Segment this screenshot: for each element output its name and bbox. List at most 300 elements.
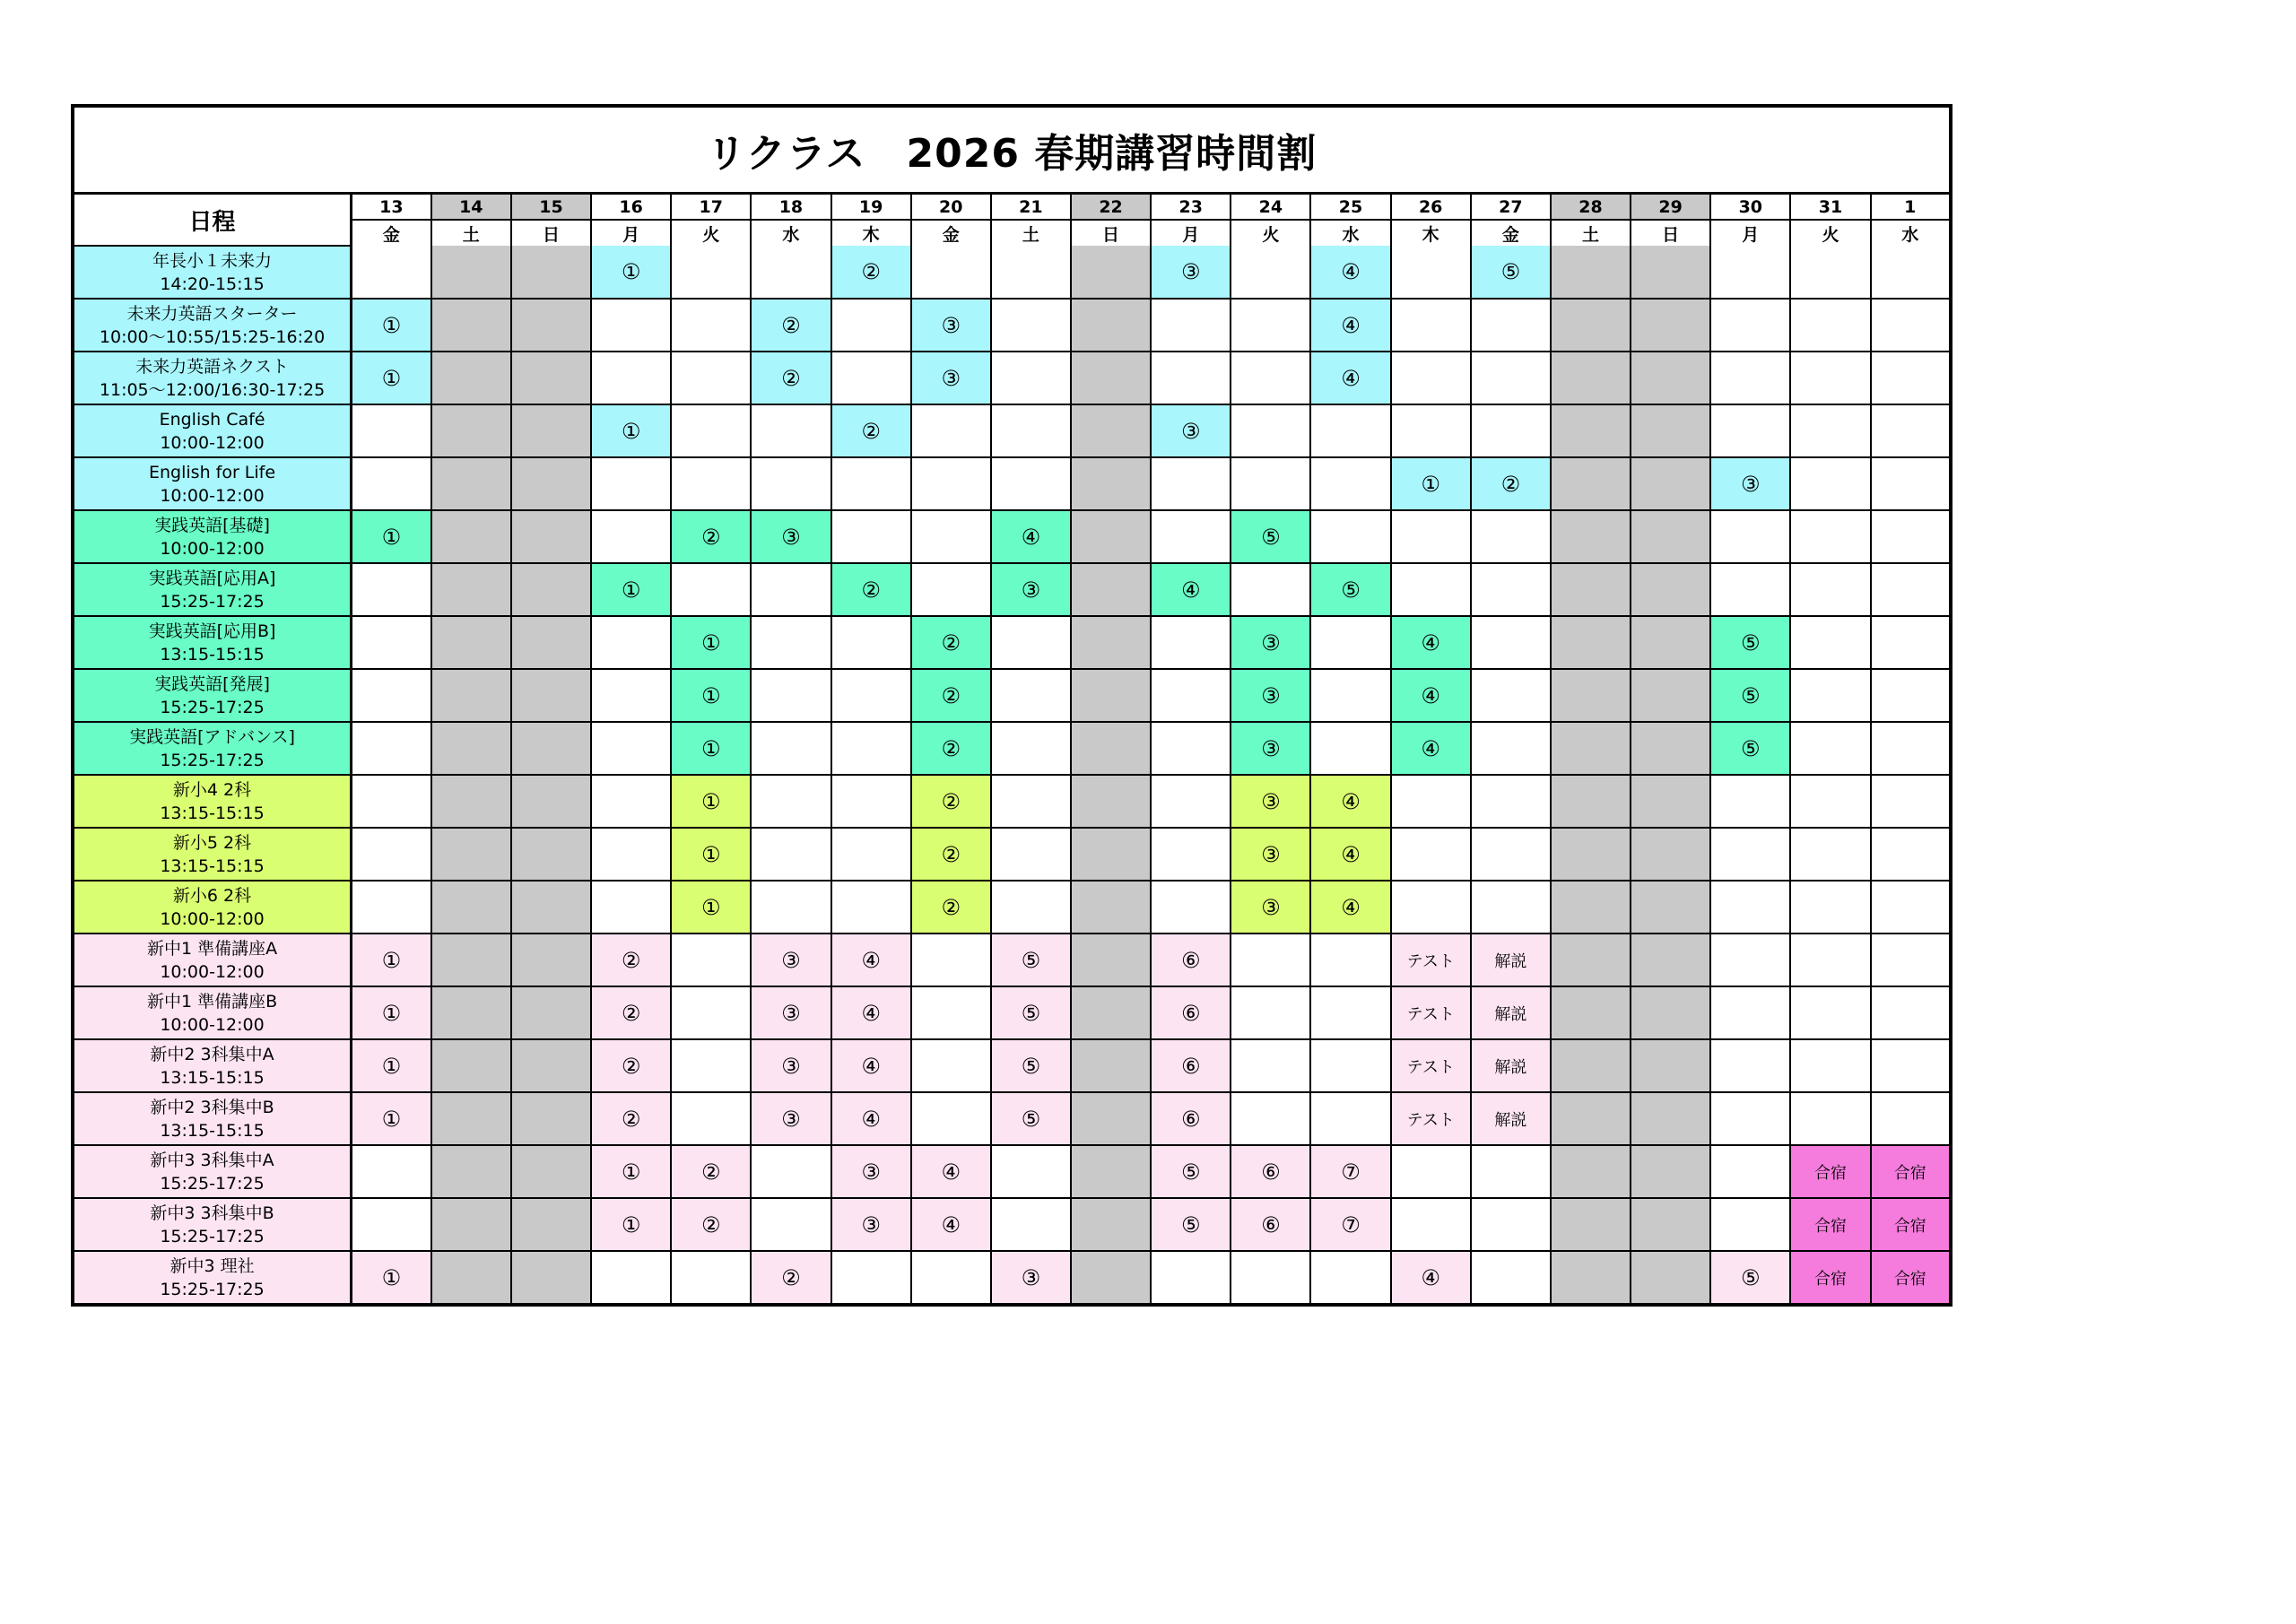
- session-cell: ④: [831, 986, 911, 1039]
- table-row: [74, 510, 1949, 563]
- empty-cell: [1391, 828, 1471, 881]
- empty-cell: [911, 986, 991, 1039]
- empty-cell: [1071, 246, 1151, 299]
- empty-cell: [1871, 563, 1949, 616]
- date-header: 31: [1790, 195, 1870, 220]
- session-cell: ①: [591, 1198, 671, 1251]
- course-label: [74, 299, 352, 352]
- empty-cell: [1710, 1145, 1790, 1198]
- empty-cell: [352, 669, 431, 722]
- session-cell: ②: [751, 299, 831, 352]
- session-cell: ③: [991, 563, 1071, 616]
- weekday-header: 火: [671, 220, 751, 246]
- course-name: 新中3 3科集中A: [150, 1150, 274, 1170]
- session-cell: ①: [591, 563, 671, 616]
- empty-cell: [1790, 828, 1870, 881]
- empty-cell: [1631, 352, 1710, 404]
- empty-cell: [1310, 457, 1390, 510]
- empty-cell: [911, 1251, 991, 1303]
- empty-cell: [1551, 457, 1631, 510]
- empty-cell: [1551, 775, 1631, 828]
- course-time: 13:15-15:15: [160, 644, 265, 664]
- weekday-header: 火: [1231, 220, 1310, 246]
- empty-cell: [1551, 669, 1631, 722]
- course-time: 15:25-17:25: [160, 1173, 265, 1194]
- empty-cell: [671, 352, 751, 404]
- session-cell: ①: [1391, 457, 1471, 510]
- empty-cell: [431, 1145, 511, 1198]
- empty-cell: [991, 775, 1071, 828]
- empty-cell: [911, 404, 991, 457]
- empty-cell: [1551, 1198, 1631, 1251]
- empty-cell: [671, 1039, 751, 1092]
- empty-cell: [1231, 934, 1310, 986]
- empty-cell: [1631, 1251, 1710, 1303]
- session-cell: ②: [911, 722, 991, 775]
- session-cell: ⑦: [1310, 1145, 1390, 1198]
- empty-cell: [1551, 1039, 1631, 1092]
- empty-cell: [511, 299, 591, 352]
- empty-cell: [1231, 457, 1310, 510]
- empty-cell: [1790, 246, 1870, 299]
- table-row: [74, 828, 1949, 881]
- session-cell: テスト: [1391, 1092, 1471, 1145]
- empty-cell: [1790, 616, 1870, 669]
- weekday-header: 土: [991, 220, 1071, 246]
- session-cell: ③: [1231, 616, 1310, 669]
- course-time: 15:25-17:25: [160, 591, 265, 612]
- empty-cell: [1871, 722, 1949, 775]
- empty-cell: [1471, 352, 1551, 404]
- empty-cell: [1151, 669, 1231, 722]
- course-name: 新中2 3科集中A: [150, 1044, 274, 1064]
- empty-cell: [431, 563, 511, 616]
- empty-cell: [1071, 1092, 1151, 1145]
- table-row: [74, 246, 1949, 299]
- course-name: 新中3 理社: [170, 1255, 255, 1276]
- empty-cell: [751, 457, 831, 510]
- session-cell: ④: [1310, 352, 1390, 404]
- session-cell: ①: [671, 775, 751, 828]
- course-label: [74, 404, 352, 457]
- course-name: 実践英語[発展]: [154, 673, 270, 694]
- empty-cell: [1391, 352, 1471, 404]
- empty-cell: [1631, 1198, 1710, 1251]
- session-cell: ③: [751, 510, 831, 563]
- empty-cell: [751, 404, 831, 457]
- session-cell: ①: [671, 881, 751, 934]
- empty-cell: [1471, 616, 1551, 669]
- empty-cell: [1631, 299, 1710, 352]
- session-cell: ①: [352, 1039, 431, 1092]
- empty-cell: [1391, 563, 1471, 616]
- empty-cell: [511, 510, 591, 563]
- empty-cell: [1071, 828, 1151, 881]
- empty-cell: [1151, 510, 1231, 563]
- session-cell: ⑤: [991, 934, 1071, 986]
- empty-cell: [591, 722, 671, 775]
- session-cell: ①: [671, 828, 751, 881]
- session-cell: ①: [591, 246, 671, 299]
- empty-cell: [1871, 404, 1949, 457]
- weekday-header: 火: [1790, 220, 1870, 246]
- empty-cell: [991, 828, 1071, 881]
- empty-cell: [1871, 775, 1949, 828]
- empty-cell: [431, 722, 511, 775]
- course-time: 13:15-15:15: [160, 1120, 265, 1141]
- empty-cell: [511, 1039, 591, 1092]
- empty-cell: [1871, 299, 1949, 352]
- session-cell: テスト: [1391, 1039, 1471, 1092]
- empty-cell: [671, 457, 751, 510]
- weekday-header: 土: [431, 220, 511, 246]
- empty-cell: [431, 1251, 511, 1303]
- empty-cell: [1071, 881, 1151, 934]
- empty-cell: [1231, 563, 1310, 616]
- session-cell: ④: [1391, 722, 1471, 775]
- weekday-header: 木: [831, 220, 911, 246]
- session-cell: ②: [911, 828, 991, 881]
- empty-cell: [1471, 404, 1551, 457]
- session-cell: ①: [352, 1092, 431, 1145]
- session-cell: ④: [911, 1145, 991, 1198]
- session-cell: 合宿: [1790, 1251, 1870, 1303]
- empty-cell: [1710, 299, 1790, 352]
- empty-cell: [1471, 1198, 1551, 1251]
- empty-cell: [1071, 775, 1151, 828]
- empty-cell: [1071, 722, 1151, 775]
- empty-cell: [511, 669, 591, 722]
- weekday-header: 水: [1310, 220, 1390, 246]
- empty-cell: [1391, 246, 1471, 299]
- session-cell: ①: [671, 669, 751, 722]
- empty-cell: [911, 934, 991, 986]
- session-cell: ④: [1310, 246, 1390, 299]
- empty-cell: [511, 1145, 591, 1198]
- course-name: English for Life: [149, 462, 276, 482]
- empty-cell: [1710, 510, 1790, 563]
- empty-cell: [1310, 1092, 1390, 1145]
- empty-cell: [431, 1039, 511, 1092]
- session-cell: ④: [1310, 881, 1390, 934]
- session-cell: 解説: [1471, 934, 1551, 986]
- empty-cell: [1151, 722, 1231, 775]
- empty-cell: [1551, 246, 1631, 299]
- empty-cell: [352, 457, 431, 510]
- empty-cell: [431, 352, 511, 404]
- empty-cell: [1391, 299, 1471, 352]
- empty-cell: [591, 669, 671, 722]
- empty-cell: [911, 563, 991, 616]
- empty-cell: [1710, 352, 1790, 404]
- empty-cell: [1551, 1251, 1631, 1303]
- empty-cell: [1710, 563, 1790, 616]
- empty-cell: [1151, 299, 1231, 352]
- empty-cell: [431, 457, 511, 510]
- course-time: 15:25-17:25: [160, 1226, 265, 1246]
- empty-cell: [511, 457, 591, 510]
- empty-cell: [1071, 563, 1151, 616]
- session-cell: ③: [911, 299, 991, 352]
- empty-cell: [1551, 722, 1631, 775]
- course-time: 15:25-17:25: [160, 697, 265, 717]
- session-cell: ②: [591, 1092, 671, 1145]
- empty-cell: [831, 352, 911, 404]
- session-cell: ⑦: [1310, 1198, 1390, 1251]
- session-cell: ⑥: [1231, 1145, 1310, 1198]
- empty-cell: [1391, 881, 1471, 934]
- session-cell: ⑤: [991, 986, 1071, 1039]
- course-time: 10:00～10:55/15:25-16:20: [99, 326, 326, 347]
- course-time: 15:25-17:25: [160, 750, 265, 770]
- table-row: [74, 934, 1949, 986]
- empty-cell: [1231, 299, 1310, 352]
- empty-cell: [991, 299, 1071, 352]
- session-cell: ①: [352, 986, 431, 1039]
- empty-cell: [1551, 934, 1631, 986]
- empty-cell: [991, 722, 1071, 775]
- empty-cell: [1551, 352, 1631, 404]
- date-header: 24: [1231, 195, 1310, 220]
- empty-cell: [991, 881, 1071, 934]
- session-cell: 合宿: [1790, 1145, 1870, 1198]
- date-header: 28: [1551, 195, 1631, 220]
- session-cell: ⑤: [991, 1039, 1071, 1092]
- session-cell: テスト: [1391, 986, 1471, 1039]
- empty-cell: [1631, 986, 1710, 1039]
- session-cell: ①: [671, 722, 751, 775]
- empty-cell: [1710, 404, 1790, 457]
- empty-cell: [1391, 1198, 1471, 1251]
- empty-cell: [431, 510, 511, 563]
- table-row: [74, 722, 1949, 775]
- empty-cell: [1710, 775, 1790, 828]
- empty-cell: [431, 986, 511, 1039]
- empty-cell: [352, 828, 431, 881]
- empty-cell: [1071, 404, 1151, 457]
- empty-cell: [1631, 1145, 1710, 1198]
- session-cell: 合宿: [1871, 1198, 1949, 1251]
- empty-cell: [1871, 246, 1949, 299]
- empty-cell: [1710, 1092, 1790, 1145]
- course-time: 10:00-12:00: [160, 432, 265, 453]
- session-cell: ③: [1231, 669, 1310, 722]
- empty-cell: [352, 722, 431, 775]
- empty-cell: [1071, 669, 1151, 722]
- empty-cell: [1310, 404, 1390, 457]
- session-cell: ④: [831, 1092, 911, 1145]
- session-cell: ①: [591, 1145, 671, 1198]
- empty-cell: [1471, 669, 1551, 722]
- empty-cell: [671, 934, 751, 986]
- table-row: [74, 775, 1949, 828]
- empty-cell: [1071, 1039, 1151, 1092]
- empty-cell: [1551, 986, 1631, 1039]
- empty-cell: [1790, 510, 1870, 563]
- course-label: [74, 510, 352, 563]
- session-cell: ①: [352, 1251, 431, 1303]
- table-row: [74, 986, 1949, 1039]
- session-cell: ④: [1391, 1251, 1471, 1303]
- empty-cell: [1790, 669, 1870, 722]
- empty-cell: [1231, 352, 1310, 404]
- empty-cell: [1551, 828, 1631, 881]
- empty-cell: [431, 934, 511, 986]
- date-header: 16: [591, 195, 671, 220]
- empty-cell: [831, 669, 911, 722]
- session-cell: 解説: [1471, 1039, 1551, 1092]
- empty-cell: [1391, 1145, 1471, 1198]
- session-cell: ②: [911, 669, 991, 722]
- empty-cell: [1231, 1039, 1310, 1092]
- empty-cell: [511, 828, 591, 881]
- empty-cell: [1151, 616, 1231, 669]
- empty-cell: [1790, 563, 1870, 616]
- session-cell: ③: [1231, 722, 1310, 775]
- session-cell: ⑥: [1151, 934, 1231, 986]
- empty-cell: [352, 563, 431, 616]
- session-cell: ④: [911, 1198, 991, 1251]
- empty-cell: [352, 881, 431, 934]
- empty-cell: [591, 352, 671, 404]
- weekday-header: 月: [1151, 220, 1231, 246]
- course-name: 新小6 2科: [172, 885, 252, 906]
- empty-cell: [1310, 986, 1390, 1039]
- empty-cell: [511, 563, 591, 616]
- empty-cell: [511, 881, 591, 934]
- empty-cell: [991, 404, 1071, 457]
- course-name: 新小4 2科: [172, 779, 252, 800]
- weekday-header: 日: [511, 220, 591, 246]
- session-cell: ③: [1151, 404, 1231, 457]
- course-label: [74, 775, 352, 828]
- session-cell: ①: [591, 404, 671, 457]
- empty-cell: [511, 246, 591, 299]
- empty-cell: [1551, 616, 1631, 669]
- empty-cell: [1871, 881, 1949, 934]
- empty-cell: [1551, 1092, 1631, 1145]
- empty-cell: [1790, 457, 1870, 510]
- session-cell: ③: [1231, 828, 1310, 881]
- session-cell: ⑤: [1710, 669, 1790, 722]
- empty-cell: [671, 404, 751, 457]
- course-time: 13:15-15:15: [160, 855, 265, 876]
- table-row: [74, 616, 1949, 669]
- session-cell: ③: [751, 1092, 831, 1145]
- empty-cell: [751, 722, 831, 775]
- date-header: 20: [911, 195, 991, 220]
- course-time: 15:25-17:25: [160, 1279, 265, 1299]
- course-time: 13:15-15:15: [160, 1067, 265, 1088]
- empty-cell: [591, 1251, 671, 1303]
- date-header: 17: [671, 195, 751, 220]
- empty-cell: [1710, 934, 1790, 986]
- empty-cell: [1790, 352, 1870, 404]
- session-cell: ③: [991, 1251, 1071, 1303]
- empty-cell: [1071, 299, 1151, 352]
- course-label: [74, 457, 352, 510]
- session-cell: ④: [991, 510, 1071, 563]
- course-name: 新中1 準備講座B: [146, 991, 278, 1012]
- empty-cell: [1710, 1198, 1790, 1251]
- weekday-header: 日: [1071, 220, 1151, 246]
- empty-cell: [911, 510, 991, 563]
- session-cell: ⑤: [1710, 1251, 1790, 1303]
- session-cell: ④: [1310, 299, 1390, 352]
- empty-cell: [1151, 881, 1231, 934]
- table-row: [74, 1092, 1949, 1145]
- empty-cell: [911, 246, 991, 299]
- course-label: [74, 881, 352, 934]
- empty-cell: [1871, 1092, 1949, 1145]
- session-cell: ⑤: [991, 1092, 1071, 1145]
- course-label: [74, 669, 352, 722]
- date-header: 23: [1151, 195, 1231, 220]
- empty-cell: [591, 775, 671, 828]
- page-title: リクラス 2026 春期講習時間割: [74, 108, 1949, 195]
- empty-cell: [352, 404, 431, 457]
- course-label: [74, 934, 352, 986]
- session-cell: ③: [1231, 775, 1310, 828]
- date-header: 30: [1710, 195, 1790, 220]
- empty-cell: [1071, 1251, 1151, 1303]
- session-cell: ②: [911, 881, 991, 934]
- table-row: [74, 1198, 1949, 1251]
- weekday-header: 金: [352, 220, 431, 246]
- empty-cell: [511, 352, 591, 404]
- course-name: 新小5 2科: [172, 832, 252, 853]
- empty-cell: [1790, 1039, 1870, 1092]
- empty-cell: [1871, 510, 1949, 563]
- session-cell: 合宿: [1871, 1145, 1949, 1198]
- course-name: 未来力英語ネクスト: [135, 356, 289, 377]
- session-cell: ④: [1391, 669, 1471, 722]
- empty-cell: [991, 669, 1071, 722]
- empty-cell: [831, 1251, 911, 1303]
- session-cell: ③: [831, 1145, 911, 1198]
- empty-cell: [831, 457, 911, 510]
- empty-cell: [1631, 828, 1710, 881]
- empty-cell: [1071, 352, 1151, 404]
- empty-cell: [591, 616, 671, 669]
- session-cell: ②: [591, 1039, 671, 1092]
- empty-cell: [1790, 934, 1870, 986]
- empty-cell: [831, 616, 911, 669]
- course-label: [74, 722, 352, 775]
- empty-cell: [591, 881, 671, 934]
- empty-cell: [991, 457, 1071, 510]
- empty-cell: [751, 563, 831, 616]
- schedule-sheet: [71, 104, 1952, 1307]
- empty-cell: [1631, 1039, 1710, 1092]
- empty-cell: [1790, 299, 1870, 352]
- empty-cell: [1871, 986, 1949, 1039]
- empty-cell: [1710, 881, 1790, 934]
- table-row: [74, 404, 1949, 457]
- date-header: 22: [1071, 195, 1151, 220]
- empty-cell: [1071, 457, 1151, 510]
- empty-cell: [751, 669, 831, 722]
- empty-cell: [1471, 881, 1551, 934]
- empty-cell: [1231, 246, 1310, 299]
- empty-cell: [1710, 986, 1790, 1039]
- session-cell: ③: [1231, 881, 1310, 934]
- table-row: [74, 352, 1949, 404]
- session-cell: ⑥: [1151, 986, 1231, 1039]
- empty-cell: [1391, 404, 1471, 457]
- empty-cell: [1631, 775, 1710, 828]
- empty-cell: [671, 563, 751, 616]
